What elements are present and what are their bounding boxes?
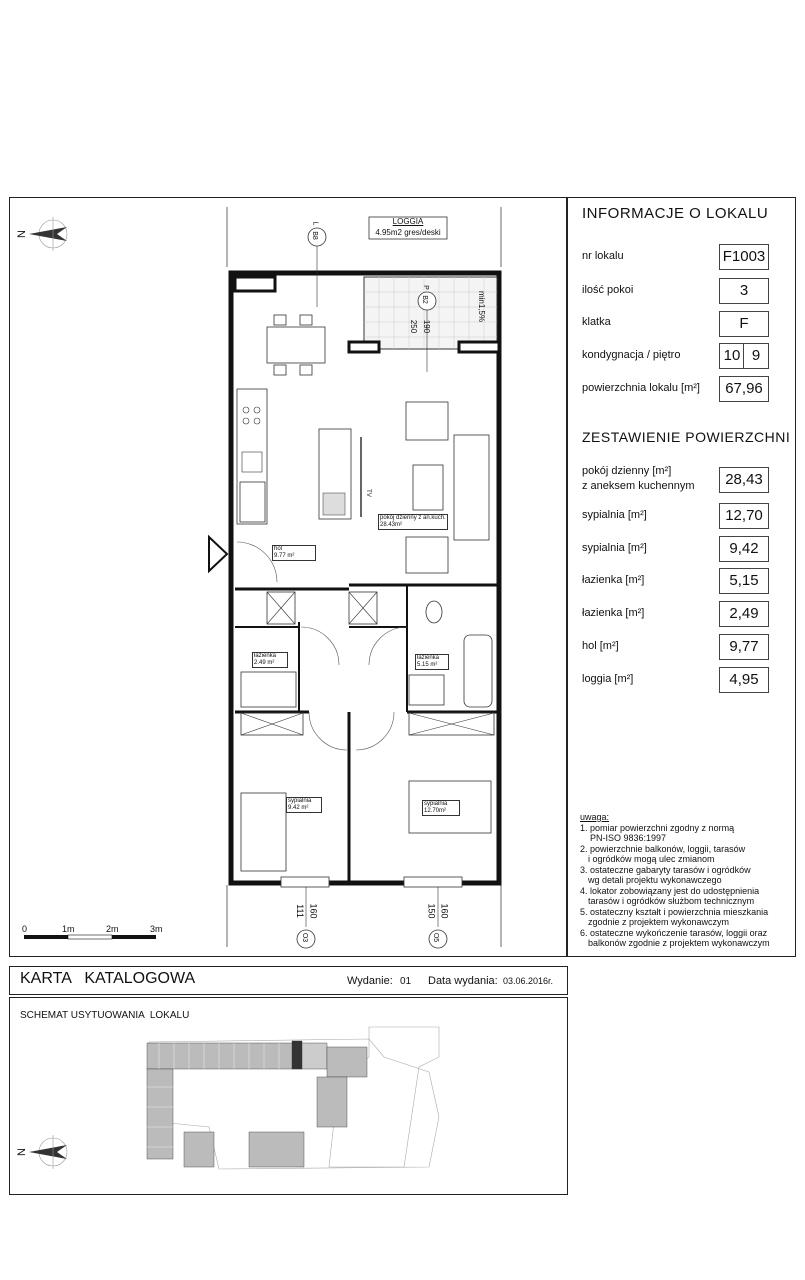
info-value-area: 67,96 — [719, 376, 769, 402]
slope-label: min1,5% — [477, 290, 487, 323]
dim-250: 250 — [409, 319, 419, 334]
axis-b2: B2 — [420, 295, 428, 304]
sum-value-bath2: 2,49 — [719, 601, 769, 627]
sum-label-living-2: z aneksem kuchennym — [582, 480, 695, 492]
sum-label-hol: hol [m²] — [582, 640, 619, 652]
room-bed2 — [422, 800, 460, 816]
axis-p: P — [421, 285, 429, 290]
scale-3m: 3m — [150, 924, 163, 934]
room-bath1-area: 2.49 m² — [254, 660, 275, 666]
room-bath2-label: łazienka — [417, 655, 440, 661]
date-label: Data wydania: — [428, 975, 498, 987]
room-bath1-label: łazienka — [254, 653, 277, 659]
room-bed2-label: sypialnia — [424, 801, 448, 807]
scale-0: 0 — [22, 924, 28, 934]
schema-title: SCHEMAT USYTUOWANIA LOKALU — [20, 1010, 190, 1021]
tv-label: TV — [364, 489, 371, 497]
dim-190: 190 — [422, 319, 432, 334]
win1-dim-b: 160 — [308, 903, 319, 919]
north-arrow-icon — [29, 1135, 67, 1169]
sum-value-loggia: 4,95 — [719, 667, 769, 693]
sum-value-bed2: 9,42 — [719, 536, 769, 562]
room-bed1-label: sypialnia — [288, 798, 312, 804]
room-bed1-area: 9.42 m² — [288, 805, 309, 811]
note-line: 4. lokator zobowiązany jest do udostępnienia — [580, 885, 760, 896]
info-label-nr: nr lokalu — [582, 250, 624, 262]
note-line: wg detali projektu wykonawczego — [588, 875, 722, 885]
note-line: 3. ostateczne gabaryty tarasów i ogródków — [580, 864, 751, 875]
info-label-rooms: ilość pokoi — [582, 284, 634, 296]
room-hol — [272, 545, 316, 561]
scale-2m: 2m — [106, 924, 119, 934]
win1-code: O3 — [301, 932, 309, 943]
summary-title: ZESTAWIENIE POWIERZCHNI — [582, 429, 791, 445]
sum-label-living: pokój dzienny [m²] — [582, 465, 672, 477]
sum-value-bath1: 5,15 — [719, 568, 769, 594]
info-value-stair: F — [719, 311, 769, 337]
info-label-area: powierzchnia lokalu [m²] — [582, 382, 700, 394]
loggia-title: LOGGIA — [392, 217, 424, 226]
room-living — [378, 514, 448, 530]
win2-dim-a: 150 — [426, 903, 437, 919]
sum-value-living: 28,43 — [719, 467, 769, 493]
info-value-rooms: 3 — [719, 278, 769, 304]
axis-l: L — [311, 221, 319, 226]
note-line: 1. pomiar powierzchni zgodny z normą — [580, 822, 735, 833]
room-bath2 — [415, 654, 449, 670]
sum-value-bed1: 12,70 — [719, 503, 769, 529]
entrance-arrow-icon — [209, 537, 227, 571]
note-line: 6. ostateczne wykończenie tarasów, loggii oraz — [580, 927, 768, 938]
loggia-detail: 4.95m2 gres/deski — [375, 228, 441, 237]
sum-label-loggia: loggia [m²] — [582, 673, 634, 685]
notes — [580, 812, 790, 949]
sum-value-hol: 9,77 — [719, 634, 769, 660]
catalog-title: KARTA KATALOGOWA — [20, 970, 196, 987]
info-label-stair: klatka — [582, 316, 611, 328]
room-bed1 — [286, 797, 322, 813]
info-label-floor: kondygnacja / piętro — [582, 349, 681, 361]
win2-dim-b: 160 — [439, 903, 450, 919]
sum-label-bath1: łazienka [m²] — [582, 574, 645, 586]
north-arrow-icon — [29, 217, 67, 251]
north-label: N — [15, 230, 28, 238]
info-title: INFORMACJE O LOKALU — [582, 205, 769, 222]
room-living-area: 28.43m² — [380, 522, 403, 528]
note-line: zgodnie z projektem wykonawczym — [588, 917, 730, 927]
room-hol-label: hol — [274, 546, 283, 552]
edition-label: Wydanie: — [347, 975, 393, 987]
note-line: PN-ISO 9836:1997 — [590, 833, 667, 843]
room-bath1 — [252, 652, 288, 668]
scale-1m: 1m — [62, 924, 75, 934]
note-line: 2. powierzchnie balkonów, loggii, tarasów — [580, 843, 746, 854]
sum-label-bath2: łazienka [m²] — [582, 607, 645, 619]
note-line: balkonów zgodnie z projektem wykonawczym — [588, 938, 770, 948]
note-line: 5. ostateczny kształt i powierzchnia mieszkania — [580, 906, 769, 917]
date-value: 03.06.2016r. — [503, 976, 554, 986]
info-value-floor-a: 10 — [719, 343, 745, 369]
site-plan — [9, 997, 566, 1193]
sum-label-bed2: sypialnia [m²] — [582, 542, 647, 554]
axis-b8: B8 — [310, 231, 318, 240]
room-hol-area: 9.77 m² — [274, 553, 295, 559]
room-bath2-area: 5.15 m² — [417, 662, 438, 668]
notes-title: uwaga: — [580, 812, 610, 822]
edition-value: 01 — [400, 976, 412, 987]
sum-label-bed1: sypialnia [m²] — [582, 509, 647, 521]
info-value-nr: F1003 — [719, 244, 769, 270]
info-value-floor-b: 9 — [743, 343, 769, 369]
note-line: tarasów i ogródków służbom technicznym — [588, 896, 755, 906]
win1-dim-a: 111 — [294, 904, 305, 918]
room-bed2-area: 12.70m² — [424, 808, 447, 814]
schema-north-label: N — [15, 1148, 28, 1156]
note-line: i ogródków mogą ulec zmianom — [588, 854, 715, 864]
win2-code: O5 — [432, 932, 440, 943]
room-living-label: pokój dzienny z an.kuch. — [380, 515, 446, 521]
